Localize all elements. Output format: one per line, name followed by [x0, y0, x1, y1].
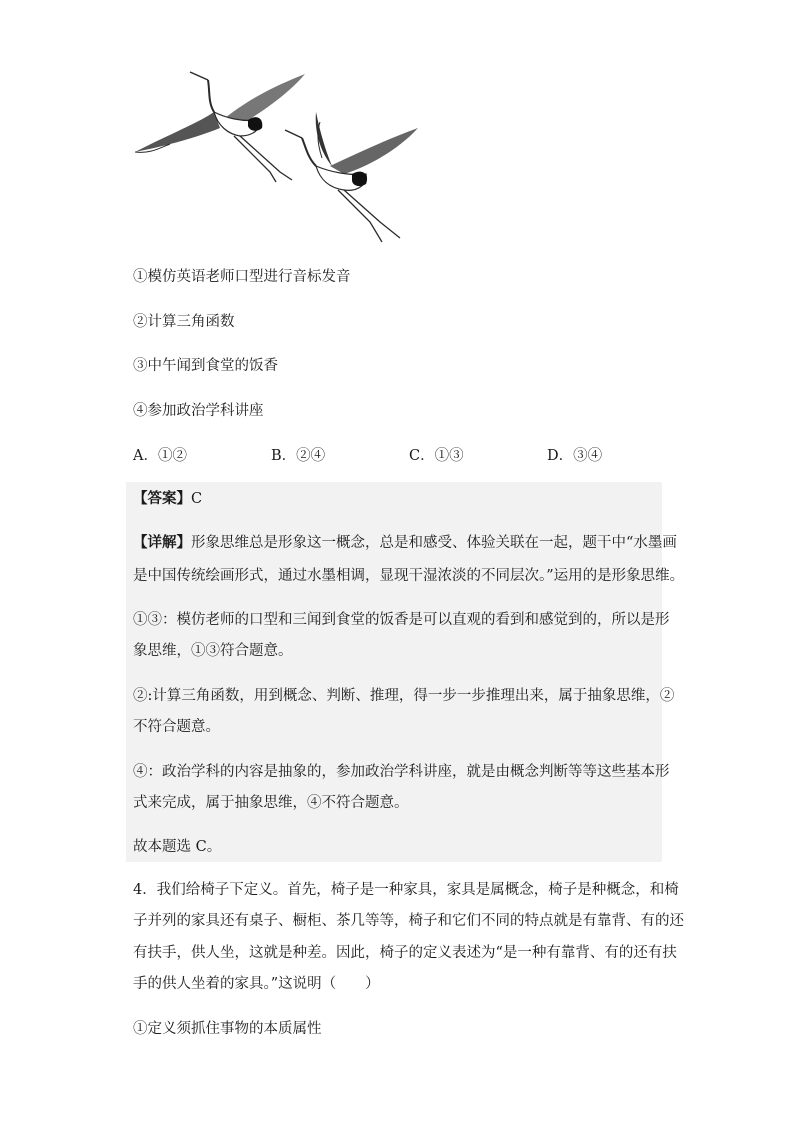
statement-2: ②计算三角函数 — [133, 314, 235, 330]
answer-tag: 【答案】 — [133, 490, 191, 507]
statement-1: ①模仿英语老师口型进行音标发音 — [133, 269, 351, 285]
question-4-line-1: 4．我们给椅子下定义。首先，椅子是一种家具，家具是属概念，椅子是种概念，和椅 — [133, 882, 679, 898]
detail-line-1 — [133, 533, 677, 553]
detail-p2-line-2: 不符合题意。 — [133, 719, 220, 735]
answer-value: C — [191, 491, 203, 507]
detail-line-2: 是中国传统绘画形式，通过水墨相调，显现干湿浓淡的不同层次。”运用的是形象思维。 — [133, 568, 685, 584]
detail-conclusion: 故本题选 C。 — [133, 839, 222, 855]
question-4-statement-1: ①定义须抓住事物的本质属性 — [133, 1021, 322, 1037]
option-b: B．②④ — [271, 448, 326, 464]
question-4-line-3: 有扶手，供人坐，这就是种差。因此，椅子的定义表述为“是一种有靠背、有的还有扶 — [133, 945, 677, 961]
question-4-line-2: 子并列的家具还有桌子、橱柜、茶几等等，椅子和它们不同的特点就是有靠背、有的还 — [133, 913, 684, 929]
detail-p3-line-1: ④：政治学科的内容是抽象的，参加政治学科讲座，就是由概念判断等等这些基本形 — [133, 764, 670, 780]
detail-tag: 【详解】 — [133, 534, 191, 551]
crane-right — [285, 112, 418, 242]
detail-text-1: 形象思维总是形象这一概念，总是和感受、体验关联在一起，题干中“水墨画 — [191, 535, 677, 551]
statement-3: ③中午闻到食堂的饭香 — [133, 358, 278, 374]
question-4-line-4: 手的供人坐着的家具。”这说明（ ） — [133, 976, 380, 992]
detail-p2-line-1: ②:计算三角函数，用到概念、判断、推理，得一步一步推理出来，属于抽象思维，② — [133, 688, 675, 704]
cranes-ink-painting-icon — [130, 62, 420, 244]
crane-left — [135, 72, 305, 182]
option-c: C．①③ — [409, 448, 464, 464]
detail-p3-line-2: 式来完成，属于抽象思维，④不符合题意。 — [133, 795, 409, 811]
detail-p1-line-1: ①③：模仿老师的口型和三闻到食堂的饭香是可以直观的看到和感觉到的，所以是形 — [133, 612, 670, 628]
statement-4: ④参加政治学科讲座 — [133, 403, 264, 419]
option-d: D．③④ — [547, 448, 603, 464]
option-a: A．①② — [133, 448, 187, 464]
answer-explanation-box — [126, 482, 685, 862]
detail-p1-line-2: 象思维，①③符合题意。 — [133, 643, 293, 659]
answer-options — [133, 446, 653, 466]
answer-line — [133, 489, 202, 509]
